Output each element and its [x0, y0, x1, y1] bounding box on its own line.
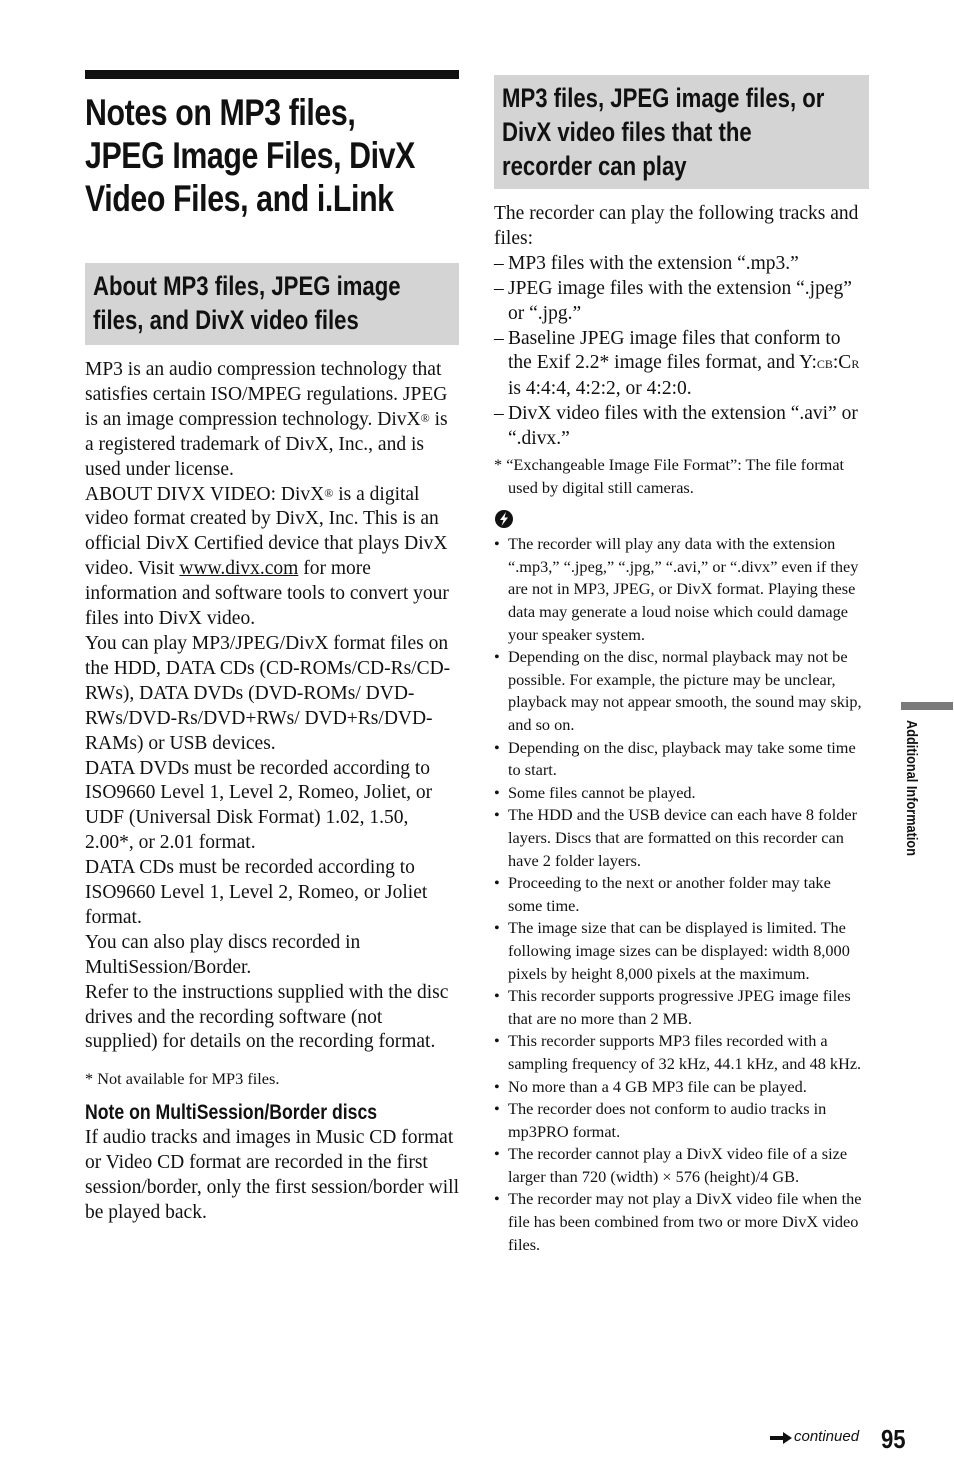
divx-website-link[interactable]: www.divx.com: [179, 558, 299, 580]
list-item: • The image size that can be displayed is limited. The following image sizes can be displayed: width 8,000 pixels by height 8,000 pixels at the maximum.: [494, 917, 869, 985]
paragraph-compression: MP3 is an audio compression technology that satisfies certain ISO/MPEG regulations. JPEG is an image compression technology. DivX® is a registered trademark of DivX, Inc., and is used under license.: [85, 359, 448, 480]
registered-mark: ®: [324, 485, 334, 500]
page-title-line-3: Video Files, and i.Link: [85, 178, 394, 219]
list-item: • No more than a 4 GB MP3 file can be played.: [494, 1076, 869, 1099]
registered-mark: ®: [420, 410, 430, 425]
list-item: • The recorder will play any data with the extension “.mp3,” “.jpeg,” “.jpg,” “.avi,” or “.divx” even if they are not in MP3, JPEG, or DivX format. Playing these data may generate a loud noise which could damage your speaker system.: [494, 533, 869, 646]
list-item: • The HDD and the USB device can each have 8 folder layers. Discs that are formatted on this recorder can have 2 folder layers.: [494, 804, 869, 872]
about-body: [85, 358, 459, 1055]
side-tab-label: Additional Information: [903, 720, 920, 856]
title-rule: [85, 70, 459, 79]
list-item: • Some files cannot be played.: [494, 782, 869, 805]
playable-file-list: [494, 252, 869, 452]
playable-intro: The recorder can play the following tracks and files:: [494, 203, 859, 249]
list-item: – DivX video files with the extension “.avi” or “.divx.”: [494, 402, 869, 452]
right-column: [494, 75, 869, 1256]
paragraph-multisession: You can also play discs recorded in MultiSession/Border.: [85, 931, 361, 978]
list-item: – Baseline JPEG image files that conform to the Exif 2.2* image files format, and Y:CB:CR is 4:4:4, 4:2:2, or 4:2:0.: [494, 327, 869, 403]
footnote-mp3: * Not available for MP3 files.: [85, 1069, 280, 1089]
paragraph-about-divx: ABOUT DIVX VIDEO: DivX® is a digital video format created by DivX, Inc. This is an official DivX Certified device that plays DivX video. Visit www.divx.com for more information and software tools to convert your files into DivX video.: [85, 483, 449, 630]
section-heading-playable: MP3 files, JPEG image files, or DivX video files that the recorder can play: [502, 83, 825, 181]
page-number: 95: [881, 1424, 906, 1454]
list-item: • The recorder may not play a DivX video file when the file has been combined from two or more DivX video files.: [494, 1188, 869, 1256]
list-item: • This recorder supports MP3 files recorded with a sampling frequency of 32 kHz, 44.1 kHz, and 48 kHz.: [494, 1030, 869, 1075]
note-icon: [494, 509, 514, 529]
list-item: • The recorder cannot play a DivX video file of a size larger than 720 (width) × 576 (height)/4 GB.: [494, 1143, 869, 1188]
note-heading-multisession: Note on MultiSession/Border discs: [85, 1100, 378, 1124]
list-item: – MP3 files with the extension “.mp3.”: [494, 252, 869, 277]
side-tab-marker: [901, 702, 953, 710]
exif-footnote: * “Exchangeable Image File Format”: The file format used by digital still cameras.: [494, 455, 845, 497]
note-icon-wrap: [494, 509, 869, 533]
section-heading-box-playable: [494, 75, 869, 189]
continued-label: continued: [794, 1428, 860, 1445]
section-heading-box-about: [85, 263, 459, 345]
section-heading-about: About MP3 files, JPEG image files, and DivX video files: [93, 271, 401, 335]
page-title-line-2: JPEG Image Files, DivX: [85, 135, 415, 176]
note-text-multisession: If audio tracks and images in Music CD format or Video CD format are recorded in the first session/border, only the first session/border will be played back.: [85, 1126, 460, 1223]
page-title: [85, 91, 462, 220]
paragraph-refer-instructions: Refer to the instructions supplied with the disc drives and the recording software (not supplied) for details on the recording format.: [85, 981, 449, 1053]
list-item: • Depending on the disc, normal playback may not be possible. For example, the picture may be unclear, playback may not appear smooth, the sound may skip, and so on.: [494, 646, 869, 736]
list-item: • The recorder does not conform to audio tracks in mp3PRO format.: [494, 1098, 869, 1143]
left-column: [85, 70, 459, 1226]
paragraph-supported-media: You can play MP3/JPEG/DivX format files on the HDD, DATA CDs (CD-ROMs/CD-Rs/CD-RWs), DATA DVDs (DVD-ROMs/ DVD-RWs/DVD-Rs/DVD+RWs/ DVD+Rs/DVD-RAMs) or USB devices.: [85, 632, 451, 754]
arrow-right-icon: [770, 1432, 792, 1444]
list-item: • Proceeding to the next or another folder may take some time.: [494, 872, 869, 917]
list-item: • Depending on the disc, playback may take some time to start.: [494, 737, 869, 782]
page-title-line-1: Notes on MP3 files,: [85, 92, 356, 133]
paragraph-data-cds: DATA CDs must be recorded according to ISO9660 Level 1, Level 2, Romeo, or Joliet format.: [85, 857, 428, 928]
ycbcr-cb: CB: [816, 357, 833, 372]
paragraph-data-dvds: DATA DVDs must be recorded according to ISO9660 Level 1, Level 2, Romeo, Joliet, or UDF (Universal Disk Format) 1.02, 1.50, 2.00*, or 2.01 format.: [85, 757, 433, 854]
list-item: – JPEG image files with the extension “.jpeg” or “.jpg.”: [494, 277, 869, 327]
page-footer: [770, 1424, 910, 1458]
notes-bullet-list: [494, 533, 869, 1256]
list-item: • This recorder supports progressive JPEG image files that are no more than 2 MB.: [494, 985, 869, 1030]
ycbcr-cr: R: [851, 357, 860, 372]
